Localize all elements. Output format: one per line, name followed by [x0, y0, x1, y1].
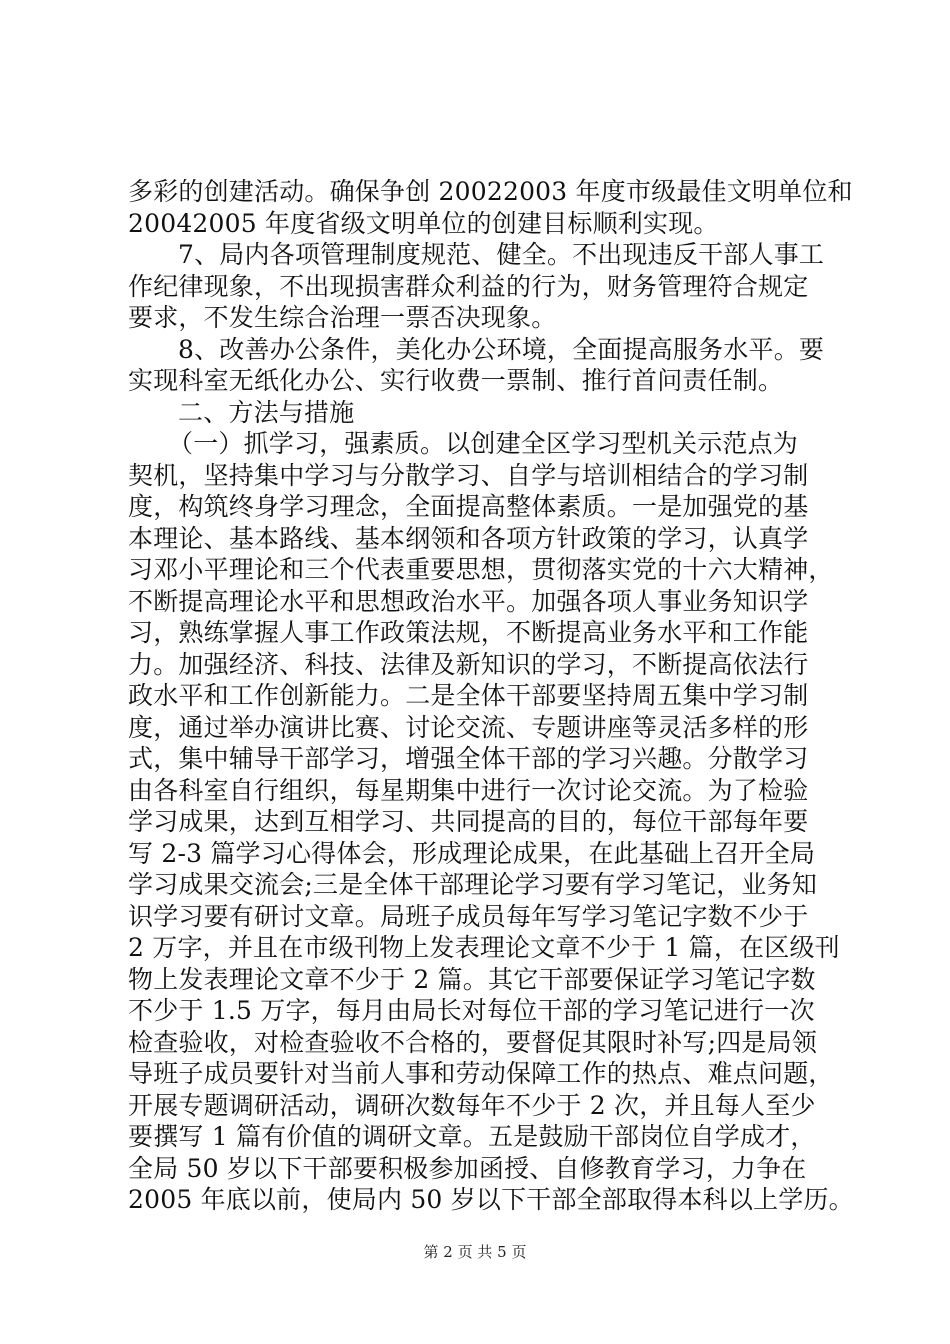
- text-line: 7、局内各项管理制度规范、健全。不出现违反干部人事工: [178, 240, 825, 269]
- text-line: 物上发表理论文章不少于 2 篇。其它干部要保证学习笔记字数: [128, 964, 816, 994]
- text-line: 式，集中辅导干部学习，增强全体干部的学习兴趣。分散学习: [128, 744, 809, 773]
- section-heading: 二、方法与措施: [178, 397, 355, 427]
- text-line: 政水平和工作创新能力。二是全体干部要坚持周五集中学习制: [128, 681, 809, 710]
- text-line: 检查验收，对检查验收不合格的，要督促其限时补写;四是局领: [128, 1027, 818, 1057]
- text-line: 学习成果交流会;三是全体干部理论学习要有学习笔记，业务知: [128, 870, 818, 899]
- text-line: 度，通过举办演讲比赛、讨论交流、专题讲座等灵活多样的形: [128, 712, 809, 742]
- text-line: 度，构筑终身学习理念，全面提高整体素质。一是加强党的基: [128, 492, 809, 521]
- body-text: [128, 176, 854, 1216]
- text-line: 写 2-3 篇学习心得体会，形成理论成果，在此基础上召开全局: [128, 838, 816, 868]
- page-footer: [0, 1242, 950, 1262]
- text-line: 契机，坚持集中学习与分散学习、自学与培训相结合的学习制: [128, 460, 809, 490]
- text-line: 要撰写 1 篇有价值的调研文章。五是鼓励干部岗位自学成才，: [128, 1122, 816, 1151]
- text-line: 作纪律现象，不出现损害群众利益的行为，财务管理符合规定: [128, 271, 809, 301]
- text-line: （一）抓学习，强素质。以创建全区学习型机关示范点为: [168, 429, 799, 458]
- text-line: 多彩的创建活动。确保争创 20022003 年度市级最佳文明单位和: [128, 177, 853, 206]
- text-line: 实现科室无纸化办公、实行收费一票制、推行首问责任制。: [128, 366, 784, 395]
- text-line: 2005 年底以前，使局内 50 岁以下干部全部取得本科以上学历。: [128, 1185, 854, 1214]
- text-line: 力。加强经济、科技、法律及新知识的学习，不断提高依法行: [128, 649, 809, 679]
- text-line: 习，熟练掌握人事工作政策法规，不断提高业务水平和工作能: [128, 618, 809, 647]
- text-line: 开展专题调研活动，调研次数每年不少于 2 次，并且每人至少: [128, 1090, 816, 1120]
- text-line: 由各科室自行组织，每星期集中进行一次讨论交流。为了检验: [128, 775, 809, 805]
- page-number: 第 2 页 共 5 页: [423, 1243, 527, 1261]
- text-line: 学习成果，达到互相学习、共同提高的目的，每位干部每年要: [128, 807, 809, 836]
- text-line: 不断提高理论水平和思想政治水平。加强各项人事业务知识学: [128, 586, 809, 616]
- text-line: 导班子成员要针对当前人事和劳动保障工作的热点、难点问题，: [128, 1059, 834, 1088]
- text-line: 本理论、基本路线、基本纲领和各项方针政策的学习，认真学: [128, 523, 809, 553]
- text-line: 习邓小平理论和三个代表重要思想，贯彻落实党的十六大精神，: [128, 555, 834, 584]
- text-line: 2 万字，并且在市级刊物上发表理论文章不少于 1 篇，在区级刊: [128, 933, 840, 962]
- text-line: 要求，不发生综合治理一票否决现象。: [128, 303, 557, 332]
- text-line: 20042005 年度省级文明单位的创建目标顺利实现。: [128, 208, 719, 238]
- text-line: 全局 50 岁以下干部要积极参加函授、自修教育学习，力争在: [128, 1153, 807, 1183]
- text-line: 识学习要有研讨文章。局班子成员每年写学习笔记字数不少于: [128, 901, 809, 931]
- text-line: 不少于 1.5 万字，每月由局长对每位干部的学习笔记进行一次: [128, 996, 815, 1025]
- text-line: 8、改善办公条件，美化办公环境，全面提高服务水平。要: [178, 334, 825, 364]
